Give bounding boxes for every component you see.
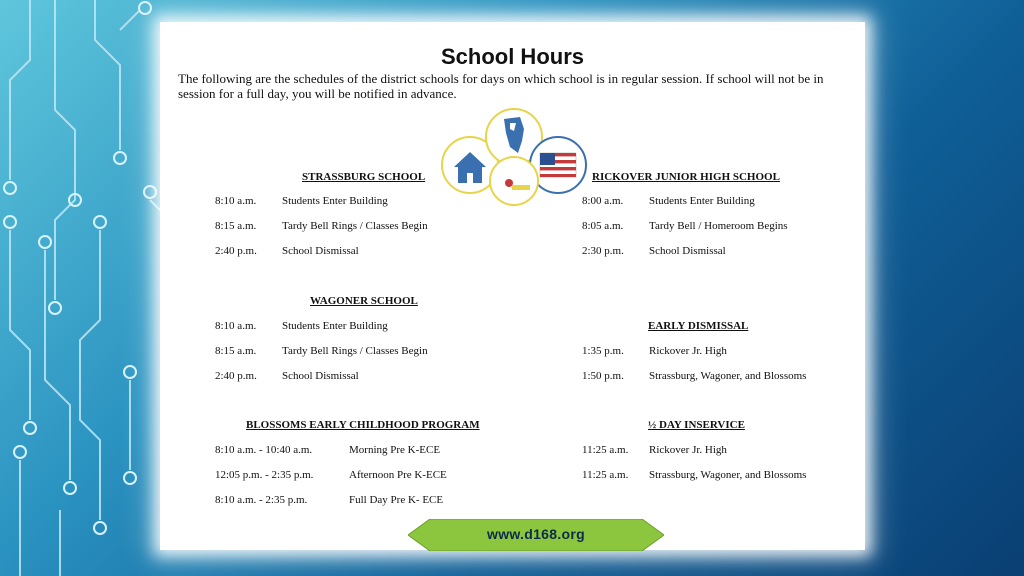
wagoner-time-1: 8:10 a.m. [215,320,257,332]
school-hours-slide [160,22,865,550]
wagoner-event-1: Students Enter Building [282,320,388,332]
rickover-time-2: 8:05 a.m. [582,220,624,232]
blossoms-event-2: Afternoon Pre K-ECE [349,469,447,481]
rickover-time-3: 2:30 p.m. [582,245,624,257]
half-day-event-1: Rickover Jr. High [649,444,727,456]
strassburg-time-3: 2:40 p.m. [215,245,257,257]
strassburg-time-1: 8:10 a.m. [215,195,257,207]
rickover-event-2: Tardy Bell / Homeroom Begins [649,220,788,232]
strassburg-heading: STRASSBURG SCHOOL [302,171,426,183]
rickover-heading: RICKOVER JUNIOR HIGH SCHOOL [592,171,780,183]
early-dismissal-event-2: Strassburg, Wagoner, and Blossoms [649,370,807,382]
circuit-decoration [0,0,180,576]
early-dismissal-time-2: 1:50 p.m. [582,370,624,382]
blossoms-time-2: 12:05 p.m. - 2:35 p.m. [215,469,314,481]
early-dismissal-event-1: Rickover Jr. High [649,345,727,357]
intro-paragraph: The following are the schedules of the district schools for days on which school is in regular session. If school will not be in session for a full day, you will be notified in advance. [178,71,824,101]
rickover-event-3: School Dismissal [649,245,726,257]
early-dismissal-time-1: 1:35 p.m. [582,345,624,357]
district-logo [440,107,588,207]
blossoms-time-1: 8:10 a.m. - 10:40 a.m. [215,444,313,456]
wagoner-time-3: 2:40 p.m. [215,370,257,382]
half-day-time-1: 11:25 a.m. [582,444,629,456]
rickover-event-1: Students Enter Building [649,195,755,207]
website-link[interactable]: www.d168.org [487,526,585,542]
blossoms-event-1: Morning Pre K-ECE [349,444,441,456]
early-dismissal-heading: EARLY DISMISSAL [648,320,749,332]
blossoms-heading: BLOSSOMS EARLY CHILDHOOD PROGRAM [246,419,480,431]
wagoner-event-3: School Dismissal [282,370,359,382]
wagoner-time-2: 8:15 a.m. [215,345,257,357]
strassburg-time-2: 8:15 a.m. [215,220,257,232]
blossoms-time-3: 8:10 a.m. - 2:35 p.m. [215,494,308,506]
wagoner-heading: WAGONER SCHOOL [310,295,418,307]
flag-icon [540,153,576,177]
half-day-time-2: 11:25 a.m. [582,469,629,481]
half-day-heading: ½ DAY INSERVICE [648,419,745,431]
rickover-time-1: 8:00 a.m. [582,195,624,207]
half-day-event-2: Strassburg, Wagoner, and Blossoms [649,469,807,481]
strassburg-event-2: Tardy Bell Rings / Classes Begin [282,220,428,232]
page-title: School Hours [440,44,584,69]
wagoner-event-2: Tardy Bell Rings / Classes Begin [282,345,428,357]
strassburg-event-3: School Dismissal [282,245,359,257]
blossoms-event-3: Full Day Pre K- ECE [349,494,444,506]
strassburg-event-1: Students Enter Building [282,195,388,207]
